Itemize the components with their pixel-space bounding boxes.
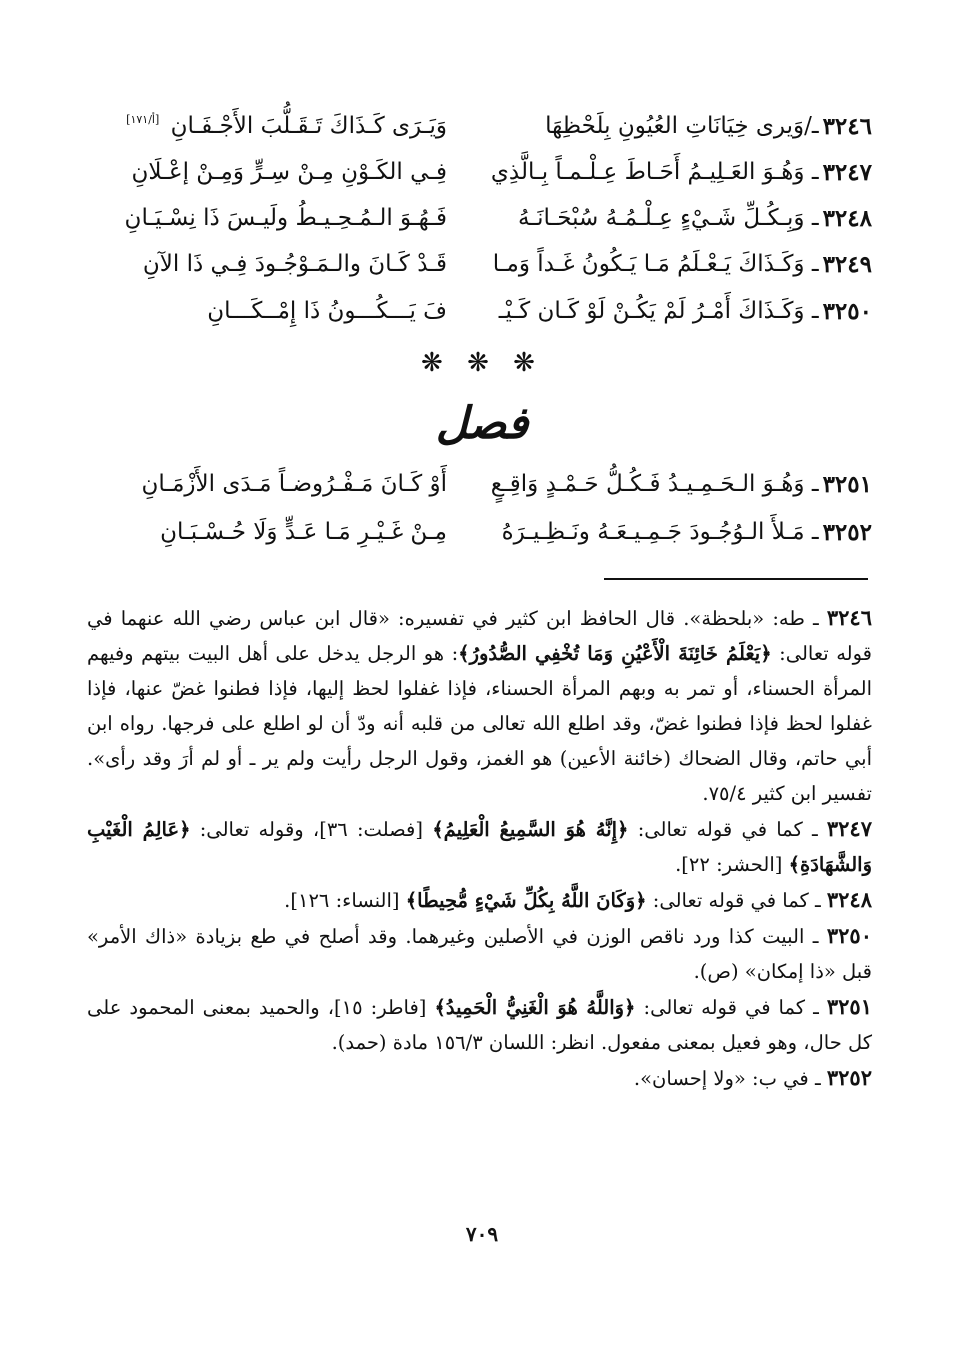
manuscript-ref: [أ/١٧١] — [126, 113, 160, 126]
footnote-dash: ـ — [804, 925, 827, 948]
footnote-text: [فصلت: ٣٦]، وقوله تعالى: — [190, 818, 433, 841]
section-title: فصل — [435, 398, 529, 449]
footnote-text: كما في قوله تعالى: — [635, 996, 806, 1019]
verse-text: ـ/وَيرى خِيَانَاتِ العُيُونِ بِلَحْظِهَا — [545, 113, 819, 139]
verse-second-hemistich: فِـي الكَـوْنِ مِـنْ سِـرٍّ وَمِـنْ إعْـلَانِ — [131, 159, 447, 185]
verse-line — [82, 289, 872, 333]
quran-quote: ﴿وَكَانَ اللَّهُ بِكُلِّ شَيْءٍ مُّحِيطًا﴾ — [405, 889, 647, 912]
footnotes — [87, 600, 872, 1096]
footnote-text: [فاطر: ١٥]، والحميد بمعنى المحمود على كل حال، وهو فعيل بمعنى مفعول. انظر: اللسان ١٥٦/٣ مادة (حمد). — [87, 996, 872, 1054]
verse-line — [82, 104, 872, 148]
footnote — [87, 918, 872, 989]
verse-number: ٣٢٤٩ — [822, 250, 872, 278]
verse-first-hemistich — [482, 519, 872, 546]
quran-quote: ﴿يَعْلَمُ خَائِنَةَ الْأَعْيُنِ وَمَا تُخْفِي الصُّدُورُ﴾ — [458, 642, 772, 665]
verse-second-hemistich — [82, 113, 447, 139]
verse-line — [82, 150, 872, 194]
verse-number: ٣٢٥٢ — [822, 518, 872, 546]
verse-number: ٣٢٤٧ — [822, 158, 872, 186]
footnote — [87, 600, 872, 811]
verse-second-hemistich: قَـدْ كَـانَ والـمَـوْجُـودَ فِـي ذَا الآنِ — [142, 251, 447, 277]
footnote — [87, 811, 872, 882]
footnote — [87, 882, 872, 918]
verse-first-hemistich — [482, 205, 872, 232]
footnote-dash: ـ — [808, 889, 827, 912]
quran-quote: ﴿عَالِمُ الْغَيْبِ وَالشَّهَادَةِ﴾ — [87, 818, 872, 876]
footnote-text: [النساء: ١٢٦]. — [284, 889, 406, 912]
verse-text: ـ وَهُـوَ العَـلِيـمُ أَحَـاطَ عِـلْـمـاً بِـالَّذِي — [490, 159, 819, 185]
verse-text: ـ وَبِـكُـلِّ شَـيْءٍ عِـلْـمُـهُ سُبْحَـانَـهُ — [518, 205, 819, 231]
footnote-divider — [604, 578, 868, 580]
verse-number: ٣٢٥١ — [822, 470, 872, 498]
verse-line — [82, 196, 872, 240]
verse-line — [82, 462, 872, 506]
footnote-text: [الحشر: ٢٢]. — [675, 853, 789, 876]
footnote-number: ٣٢٥٠ — [826, 923, 872, 948]
verse-second-hemistich: مِـنْ غَـيْـرِ مَـا عَـدٍّ وَلَا حُـسْـبَـانِ — [160, 519, 447, 545]
footnote — [87, 989, 872, 1060]
footnote-dash: ـ — [808, 1067, 827, 1090]
verse-first-hemistich — [482, 298, 872, 325]
verse-line — [82, 242, 872, 286]
verse-text: وَيَـرَى كَـذَاكَ تَـقَـلُّبَ الأَجْـفَـانِ — [170, 113, 447, 139]
footnote-number: ٣٢٥١ — [826, 994, 872, 1019]
quran-quote: ﴿وَاللَّهُ هُوَ الْغَنِيُّ الْحَمِيدُ﴾ — [434, 996, 636, 1019]
footnote-dash: ـ — [805, 996, 827, 1019]
footnote-text: : هو الرجل يدخل على أهل البيت بيتهم وفيهم المرأة الحسناء، أو تمر به وبهم المرأة الحسناء، فإذا غفلوا لحظ إليها، فإذا فطنوا غضّ عنها، فإذا غفلوا لحظ فإذا فطنوا غضّ، وقد اطلع الله تعالى من قلبه أنه ودّ أن لو اطلع على فرجها. رواه ابن أبي حاتم، وقال الضحاك (خائنة الأعين) هو الغمز، وقول الرجل رأيت ولم ير ـ أو لم أرَ وقد رأى». تفسير ابن كثير ٧٥/٤. — [87, 642, 872, 805]
verse-number: ٣٢٤٦ — [822, 112, 872, 140]
footnote — [87, 1060, 872, 1096]
verse-first-hemistich — [482, 159, 872, 186]
footnote-number: ٣٢٥٢ — [826, 1065, 872, 1090]
footnote-dash: ـ — [804, 607, 827, 630]
footnote-dash: ـ — [802, 818, 827, 841]
footnote-number: ٣٢٤٧ — [826, 816, 872, 841]
footnote-number: ٣٢٤٦ — [826, 605, 872, 630]
verse-number: ٣٢٤٨ — [822, 204, 872, 232]
verse-second-hemistich: فَ يَـــكُـــونُ ذَا إِمْــكَـــانِ — [207, 298, 447, 324]
verse-first-hemistich — [482, 113, 872, 140]
footnote-number: ٣٢٤٨ — [826, 887, 872, 912]
footnote-text: كما في قوله تعالى: — [646, 889, 809, 912]
section-separator-stars: ❋ ❋ ❋ — [421, 348, 543, 378]
quran-quote: ﴿إِنَّهُ هُوَ السَّمِيعُ الْعَلِيمُ﴾ — [432, 818, 629, 841]
footnote-text: كما في قوله تعالى: — [628, 818, 803, 841]
verse-second-hemistich: أَوْ كَـانَ مَـفْـرُوضـاً مَـدَى الأَزْمَـانِ — [141, 471, 447, 497]
footnote-text: البيت كذا ورد ناقص الوزن في الأصلين وغيرهما. وقد أصلح في طع بزيادة «ذاك الأمر» قبل «ذا إمكان» (ص). — [87, 925, 872, 983]
verse-line — [82, 510, 872, 554]
verse-text: ـ وَكَـذَاكَ يَـعْـلَمُ مَـا يَـكُونُ غَـداً وَمـا — [492, 251, 819, 277]
verse-number: ٣٢٥٠ — [822, 297, 872, 325]
footnote-text: طه: «بلحظة». قال الحافظ ابن كثير في تفسيره: «قال ابن عباس رضي الله عنهما في قوله تعالى: — [87, 607, 872, 665]
verse-first-hemistich — [482, 251, 872, 278]
footnote-text: في ب: «ولا إحسان». — [633, 1067, 809, 1090]
verse-second-hemistich: فَـهُـوَ الـمُـحِـيـطُ ولَيـسَ ذَا نِسْـيَـانِ — [124, 205, 447, 231]
verse-text: ـ وَهُـوَ الـحَـمِـيـدُ فَـكُـلُّ حَـمْـدٍ وَاقِـعٍ — [490, 471, 819, 497]
verse-text: ـ مَـلأَ الـوُجُـودَ جَـمِـيـعَـهُ ونَـظِـيـرَهُ — [501, 519, 819, 545]
page-number: ٧٠٩ — [465, 1222, 499, 1246]
verse-first-hemistich — [482, 471, 872, 498]
verse-text: ـ وَكَـذَاكَ أَمْـرُ لَمْ يَكُـنْ لَوْ كَـان كَـيْـ — [498, 298, 819, 324]
